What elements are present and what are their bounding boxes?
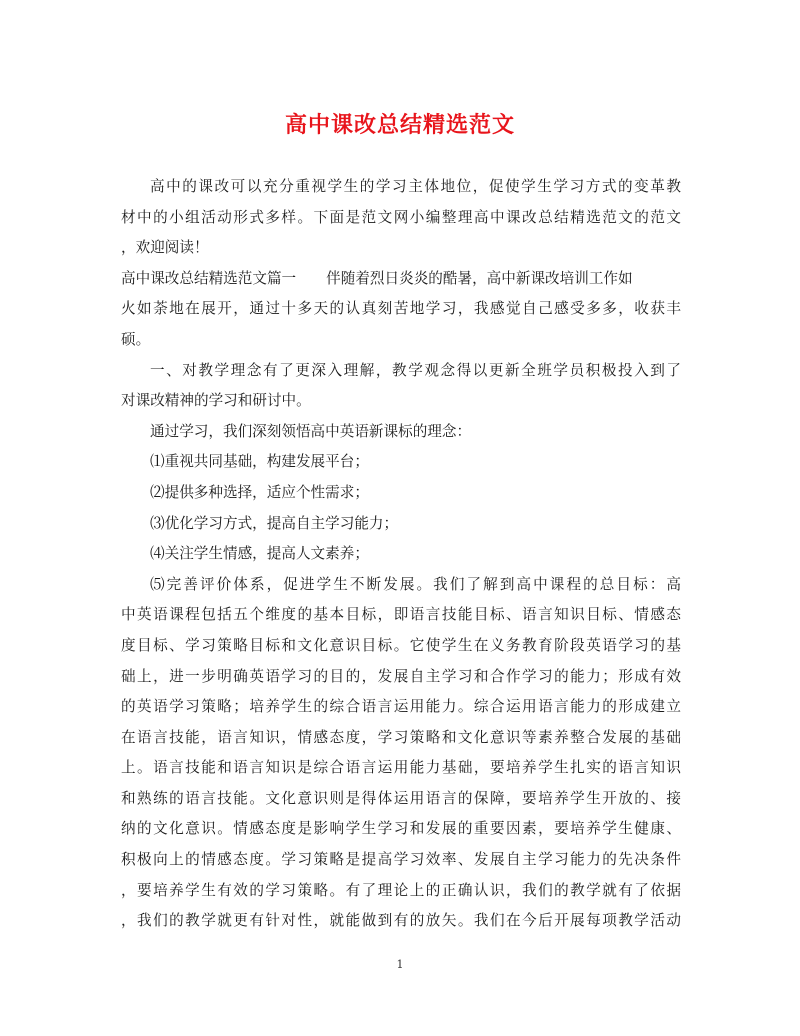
page-number: 1 [396, 958, 404, 971]
paragraph-line: 础上，进一步明确英语学习的目的，发展自主学习和合作学习的能力；形成有效 [121, 667, 681, 685]
paragraph-text: 伴随着烈日炎炎的酷暑，高中新课改培训工作如 [326, 269, 633, 287]
paragraph-line: 通过学习，我们深刻领悟高中英语新课标的理念： [150, 422, 472, 440]
paragraph-line: 对课改精神的学习和研讨中。 [121, 392, 311, 410]
paragraph-line: ，欢迎阅读！ [121, 239, 209, 257]
paragraph-line: ，要培养学生有效的学习策略。有了理论上的正确认识，我们的教学就有了依据 [121, 881, 681, 899]
paragraph-line: 纳的文化意识。情感态度是影响学生学习和发展的重要因素，要培养学生健康、 [121, 820, 681, 838]
paragraph-line: 硕。 [121, 330, 151, 348]
document-title: 高中课改总结精选范文 [284, 112, 515, 138]
paragraph-line: 积极向上的情感态度。学习策略是提高学习效率、发展自主学习能力的先决条件 [121, 851, 681, 869]
paragraph-line: 一、对教学理念有了更深入理解，教学观念得以更新全班学员积极投入到了 [150, 361, 681, 379]
list-item: ⑷关注学生情感，提高人文素养； [150, 545, 369, 563]
list-item: ⑸完善评价体系，促进学生不断发展。我们了解到高中课程的总目标：高 [150, 575, 681, 593]
list-item: ⑴重视共同基础，构建发展平台； [150, 453, 369, 471]
list-item: ⑶优化学习方式，提高自主学习能力； [150, 514, 399, 532]
paragraph-line: 在语言技能，语言知识，情感态度，学习策略和文化意识等素养整合发展的基础 [121, 728, 681, 746]
paragraph-line: 上。语言技能和语言知识是综合语言运用能力基础，要培养学生扎实的语言知识 [121, 759, 681, 777]
document-body [121, 172, 681, 937]
paragraph-line: 高中的课改可以充分重视学生的学习主体地位，促使学生学习方式的变革教 [150, 178, 681, 195]
list-item: ⑵提供多种选择，适应个性需求； [150, 483, 369, 501]
paragraph-line: 和熟练的语言技能。文化意识则是得体运用语言的保障，要培养学生开放的、接 [121, 789, 681, 807]
paragraph-line: 的英语学习策略；培养学生的综合语言运用能力。综合运用语言能力的形成建立 [121, 698, 681, 716]
paragraph-line: 火如荼地在展开，通过十多天的认真刻苦地学习，我感觉自己感受多多，收获丰 [121, 300, 681, 318]
paragraph-line: 材中的小组活动形式多样。下面是范文网小编整理高中课改总结精选范文的范文 [121, 208, 681, 226]
paragraph-line: ，我们的教学就更有针对性，就能做到有的放矢。我们在今后开展每项教学活动 [121, 912, 681, 930]
paragraph-line: 中英语课程包括五个维度的基本目标，即语言技能目标、语言知识目标、情感态 [121, 606, 681, 624]
section-heading: 高中课改总结精选范文篇一 [121, 269, 297, 287]
paragraph-line: 度目标、学习策略目标和文化意识目标。它使学生在义务教育阶段英语学习的基 [121, 636, 681, 654]
paragraph-line [121, 264, 681, 295]
